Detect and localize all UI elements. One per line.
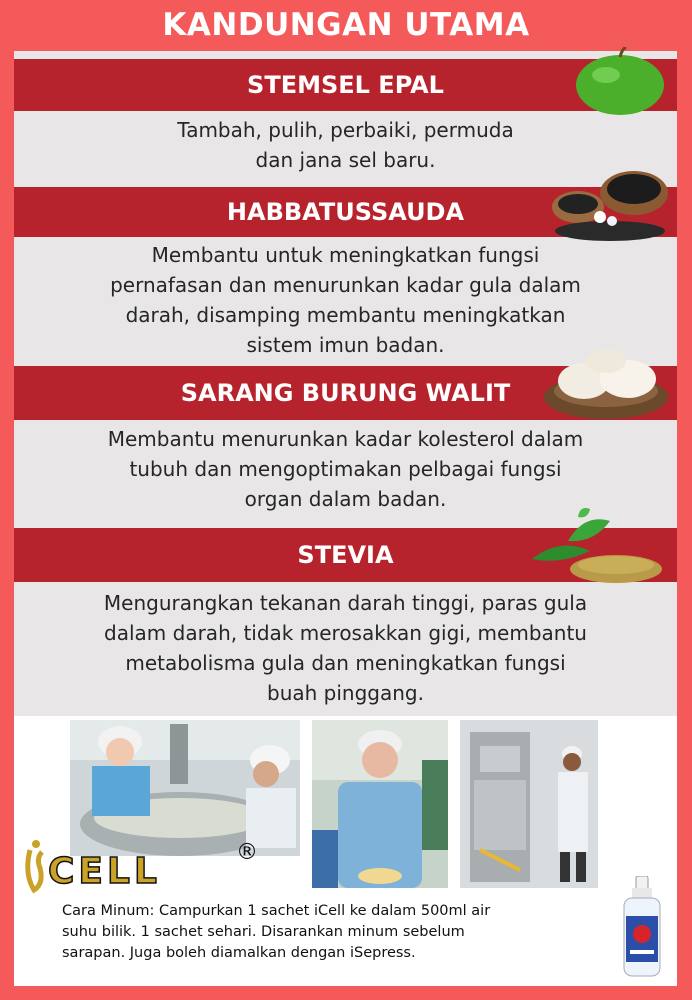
- description-line: buah pinggang.: [267, 681, 424, 705]
- stevia-leaf-icon: [520, 507, 670, 587]
- instruction-line: sarapan. Juga boleh diamalkan dengan iSepress.: [62, 945, 416, 961]
- icell-logo: [22, 838, 262, 898]
- production-photo-3: [460, 720, 598, 888]
- instruction-line: Cara Minum: Campurkan 1 sachet iCell ke dalam 500ml air: [62, 903, 491, 919]
- usage-instructions: [62, 901, 610, 964]
- description-line: Membantu untuk meningkatkan fungsi: [151, 243, 540, 267]
- description-line: dan jana sel baru.: [255, 148, 436, 172]
- description-line: organ dalam badan.: [244, 487, 447, 511]
- description-line: metabolisma gula dan meningkatkan fungsi: [125, 651, 566, 675]
- instruction-line: suhu bilik. 1 sachet sehari. Disarankan minum sebelum: [62, 924, 465, 940]
- ingredient-header-habbatussauda: HABBATUSSAUDA: [14, 187, 677, 237]
- registered-mark: ®: [236, 840, 258, 865]
- ingredient-description-sarang-burung-walit: [14, 424, 677, 514]
- ingredient-description-habbatussauda: [14, 240, 677, 360]
- description-line: Tambah, pulih, perbaiki, permuda: [177, 118, 514, 142]
- production-section: [14, 716, 677, 986]
- description-line: sistem imun badan.: [246, 333, 445, 357]
- ingredients-panel: [14, 51, 677, 716]
- product-bottle-icon: [620, 876, 664, 980]
- description-line: Mengurangkan tekanan darah tinggi, paras gula: [103, 591, 588, 615]
- description-line: pernafasan dan menurunkan kadar gula dalam: [110, 273, 581, 297]
- black-seed-bowl-icon: [550, 159, 670, 243]
- description-line: dalam darah, tidak merosakkan gigi, membantu: [104, 621, 587, 645]
- page-title: KANDUNGAN UTAMA: [162, 7, 530, 43]
- production-photo-2: [312, 720, 448, 888]
- ingredient-header-sarang-burung-walit: SARANG BURUNG WALIT: [14, 366, 677, 420]
- description-line: Membantu menurunkan kadar kolesterol dalam: [107, 427, 584, 451]
- bird-nest-icon: [542, 347, 670, 421]
- description-line: darah, disamping membantu meningkatkan: [125, 303, 566, 327]
- ingredient-header-stemsel-epal: STEMSEL EPAL: [14, 59, 677, 111]
- ingredient-header-stevia: STEVIA: [14, 528, 677, 582]
- brand-name: CELL: [48, 851, 161, 892]
- ingredient-description-stevia: [14, 588, 677, 708]
- green-apple-icon: [570, 47, 670, 117]
- description-line: tubuh dan mengoptimakan pelbagai fungsi: [129, 457, 562, 481]
- production-photo-1: [70, 720, 300, 856]
